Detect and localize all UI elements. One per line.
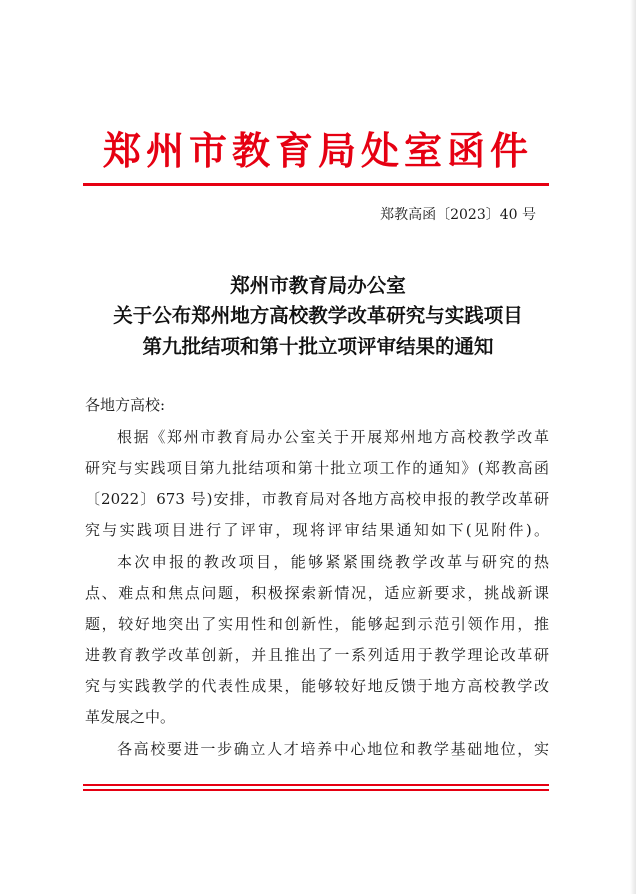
notice-title-line-2: 关于公布郑州地方高校教学改革研究与实践项目: [113, 304, 523, 327]
footer-red-rule: [83, 784, 549, 786]
paragraph-2-line: 究与实践教学的代表性成果，能够较好地反馈于地方高校教学改: [85, 677, 549, 695]
paragraph-3-line: 各高校要进一步确立人才培养中心地位和教学基础地位，实: [117, 740, 549, 758]
document-number: 郑教高函〔2023〕40 号: [380, 207, 536, 223]
footer-red-rule: [83, 789, 549, 791]
notice-title-line-1: 郑州市教育局办公室: [230, 274, 406, 297]
paragraph-2-line: 题，较好地突出了实用性和创新性，能够起到示范引领作用，推: [85, 615, 549, 633]
paragraph-1-line: 究与实践项目进行了评审，现将评审结果通知如下(见附件)。: [85, 521, 549, 539]
salutation: 各地方高校:: [85, 396, 166, 414]
letterhead-red-rule: [83, 183, 549, 186]
paragraph-2-line: 点、难点和焦点问题，积极探索新情况，适应新要求，挑战新课: [85, 584, 549, 602]
paragraph-2-line: 进教育教学改革创新，并且推出了一系列适用于教学理论改革研: [85, 646, 549, 664]
paragraph-1-line: 研究与实践项目第九批结项和第十批立项工作的通知》(郑教高函: [85, 459, 549, 477]
paragraph-1-line: 根据《郑州市教育局办公室关于开展郑州地方高校教学改革: [117, 428, 549, 446]
paragraph-2-line: 本次申报的教改项目，能够紧紧围绕教学改革与研究的热: [117, 553, 549, 571]
letterhead-title: 郑州市教育局处室函件: [102, 128, 533, 173]
paragraph-1-line: 〔2022〕673 号)安排，市教育局对各地方高校申报的教学改革研: [85, 490, 549, 508]
page-edge-shadow: [630, 0, 636, 894]
notice-title-line-3: 第九批结项和第十批立项评审结果的通知: [142, 335, 494, 358]
paragraph-2-line: 革发展之中。: [85, 708, 176, 726]
